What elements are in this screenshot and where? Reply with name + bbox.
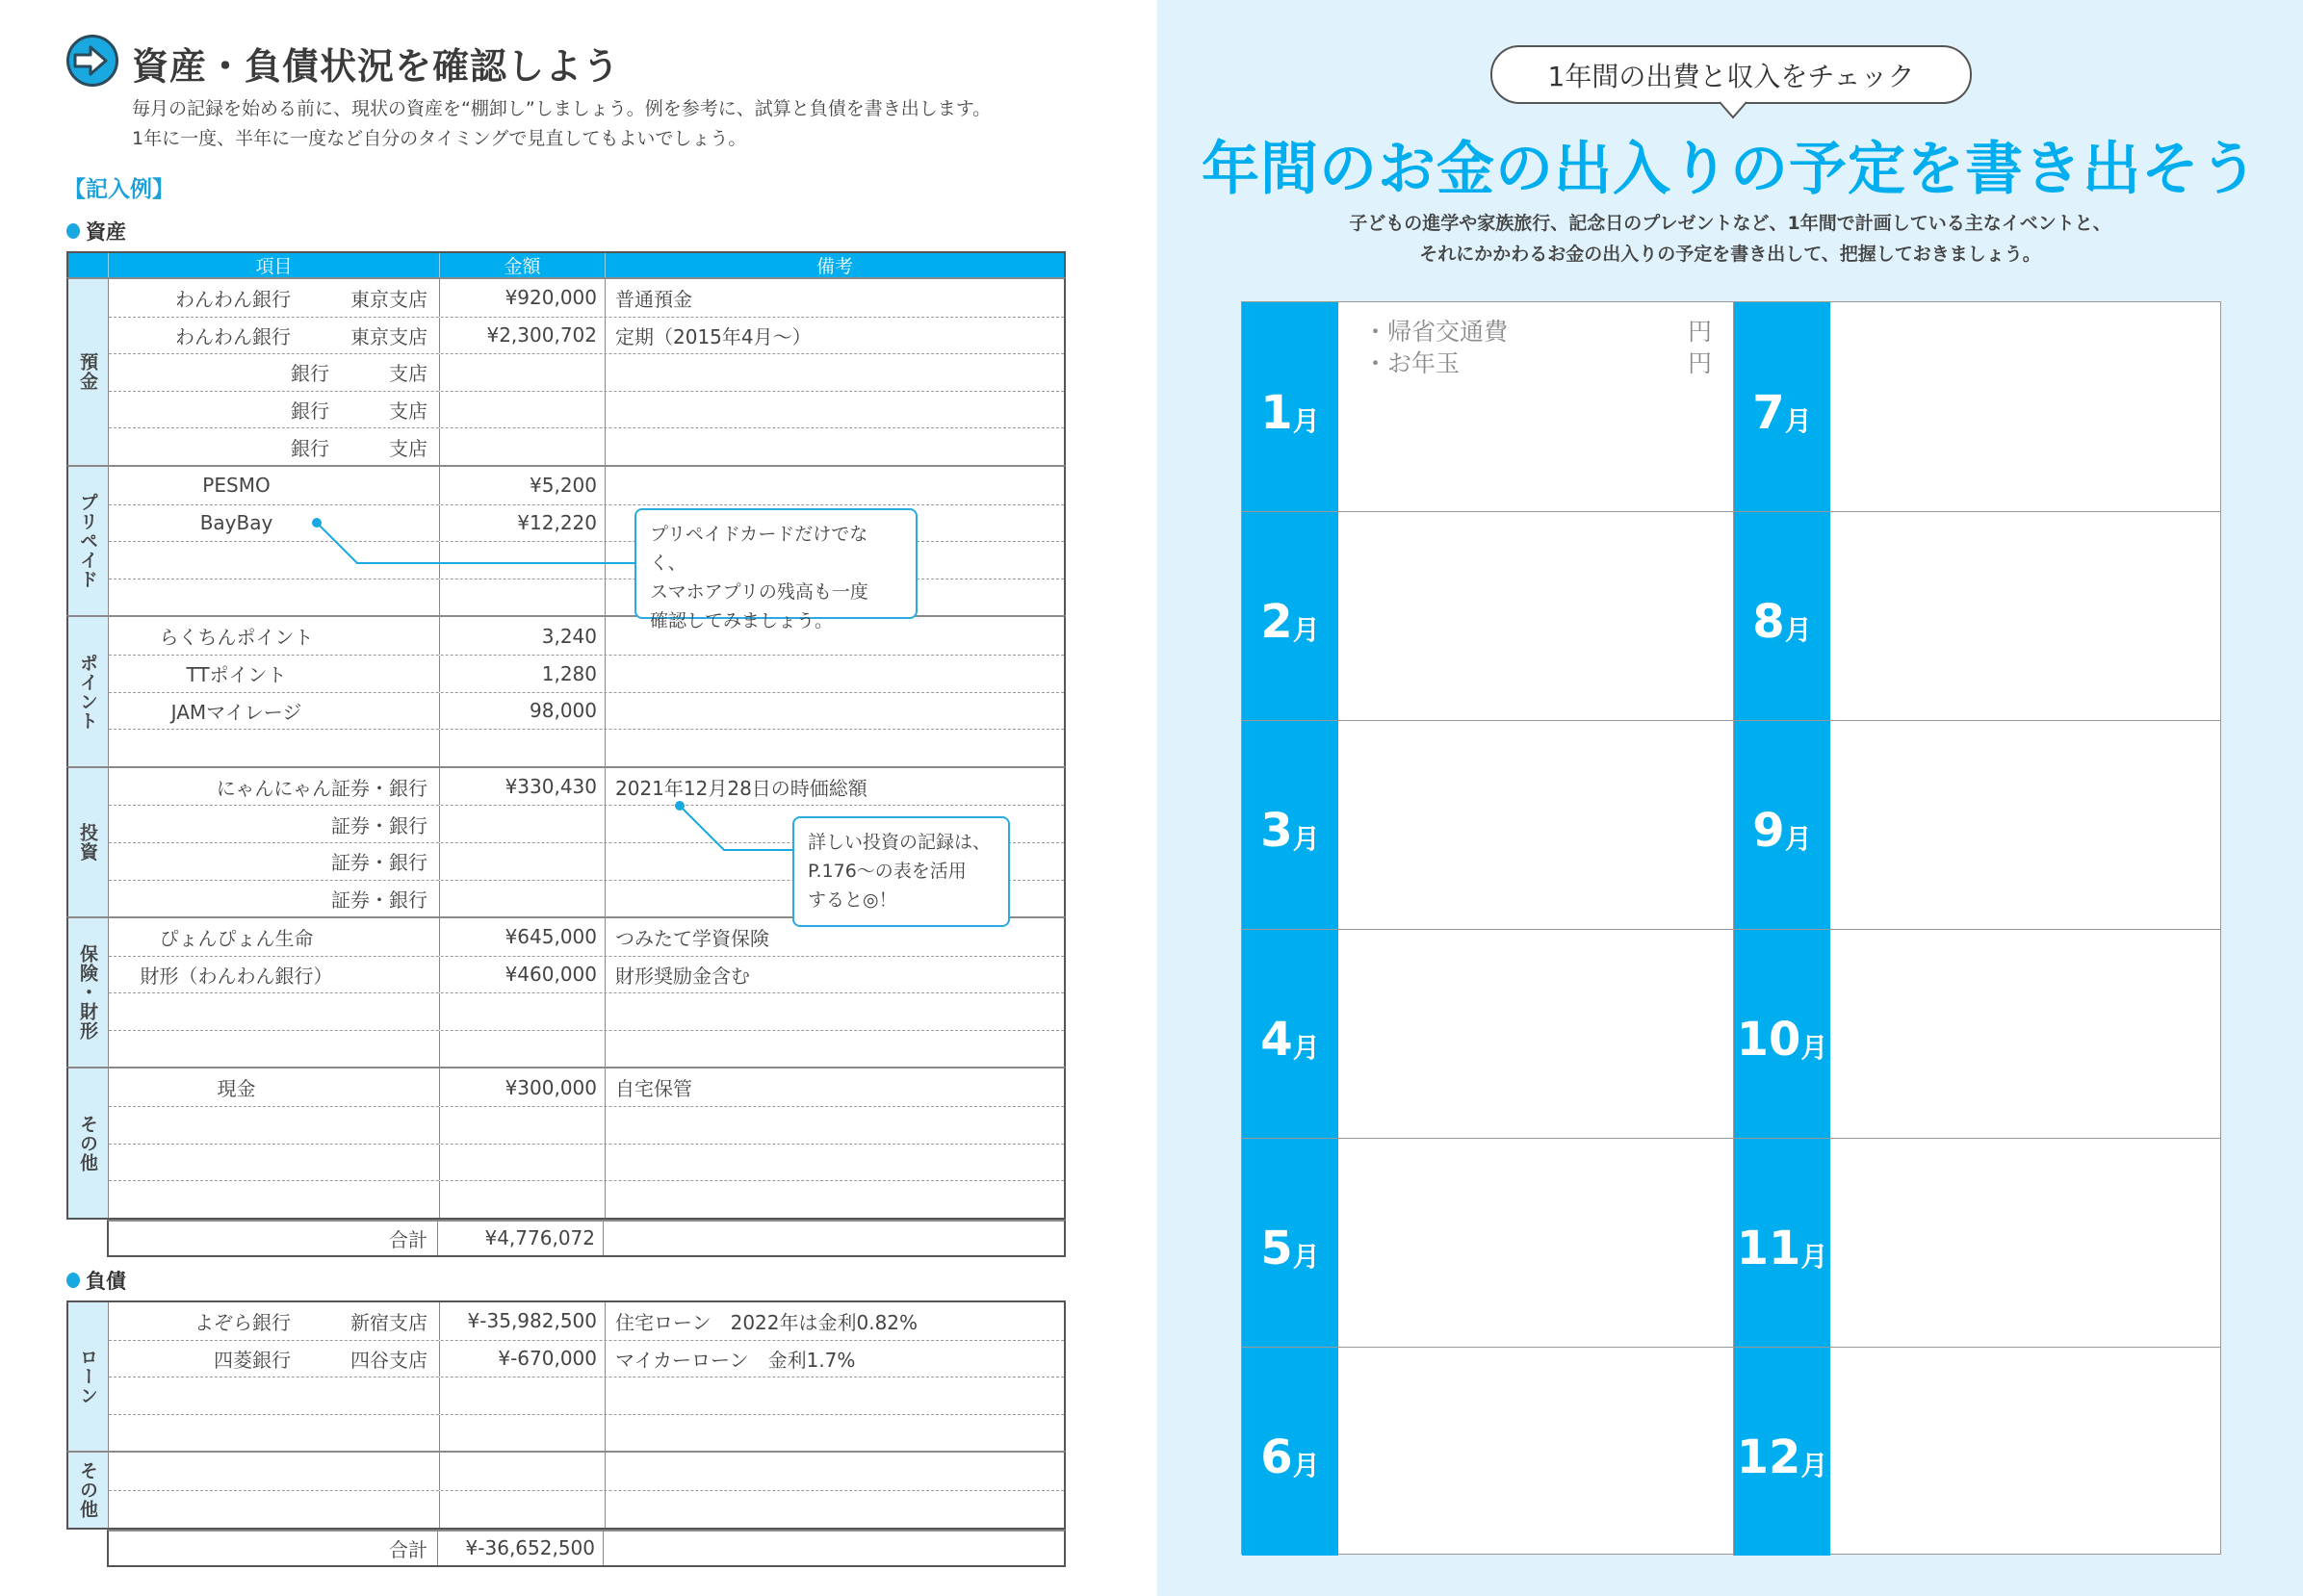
month-unit: 月 bbox=[1292, 1032, 1320, 1064]
amount-cell[interactable]: ¥2,300,702 bbox=[440, 318, 606, 354]
month-number: 1 bbox=[1260, 385, 1293, 440]
amount-cell[interactable]: ¥-35,982,500 bbox=[440, 1302, 606, 1340]
item-name: 銀行 bbox=[291, 362, 329, 386]
prepaid-callout bbox=[634, 508, 918, 631]
group-label: 預金 bbox=[77, 352, 98, 392]
amount-cell[interactable]: 98,000 bbox=[440, 693, 606, 730]
example-entry bbox=[1363, 316, 1712, 348]
speech-bubble bbox=[1490, 45, 1972, 104]
assets-total-value: ¥4,776,072 bbox=[438, 1222, 604, 1255]
amount-cell[interactable]: 1,280 bbox=[440, 656, 606, 692]
month-entry-area[interactable] bbox=[1338, 1139, 1734, 1347]
callout-line: スマホアプリの残高も一度 bbox=[650, 581, 868, 603]
item-cell[interactable]: 証券・銀行 bbox=[109, 881, 440, 917]
month-number: 8 bbox=[1752, 595, 1785, 649]
month-unit: 月 bbox=[1800, 1450, 1828, 1481]
month-number: 7 bbox=[1752, 385, 1785, 440]
note-cell[interactable]: つみたて学資保険 bbox=[615, 926, 769, 950]
callout-line: P.176～の表を活用 bbox=[808, 861, 967, 882]
callout-line: すると◎！ bbox=[808, 889, 897, 911]
assets-heading-label: 資産 bbox=[86, 220, 126, 244]
header-item: 項目 bbox=[109, 253, 440, 277]
month-unit: 月 bbox=[1784, 823, 1812, 855]
amount-cell[interactable]: ¥-670,000 bbox=[440, 1341, 606, 1377]
item-cell[interactable]: にゃんにゃん証券・銀行 bbox=[109, 768, 440, 806]
example-text: ・お年玉 bbox=[1363, 349, 1461, 377]
header-note: 備考 bbox=[815, 256, 853, 277]
group-label: ローン bbox=[77, 1348, 98, 1406]
item-cell[interactable]: JAMマイレージ bbox=[109, 693, 440, 730]
month-label-10 bbox=[1734, 930, 1830, 1138]
item-branch: 支店 bbox=[389, 436, 427, 460]
group-label: プリペイド bbox=[77, 493, 98, 590]
example-text: ・帰省交通費 bbox=[1363, 318, 1509, 346]
note-cell[interactable]: 財形奨励金含む bbox=[615, 964, 750, 988]
example-label: 【記入例】 bbox=[64, 177, 174, 202]
bubble-tail-icon bbox=[1718, 100, 1748, 121]
item-name: よぞら銀行 bbox=[194, 1310, 291, 1334]
month-label-9 bbox=[1734, 721, 1830, 929]
item-cell[interactable]: 財形（わんわん銀行） bbox=[109, 957, 440, 993]
amount-cell[interactable]: ¥920,000 bbox=[440, 279, 606, 317]
investment-callout bbox=[792, 816, 1010, 927]
month-label-5 bbox=[1242, 1139, 1338, 1347]
month-row bbox=[1242, 720, 2220, 929]
month-number: 2 bbox=[1260, 595, 1293, 649]
month-number: 12 bbox=[1736, 1430, 1801, 1484]
item-name: わんわん銀行 bbox=[175, 324, 291, 348]
month-unit: 月 bbox=[1292, 823, 1320, 855]
month-entry-area[interactable] bbox=[1830, 1348, 2220, 1556]
month-row bbox=[1242, 302, 2220, 511]
example-unit: 円 bbox=[1687, 349, 1712, 377]
example-entry bbox=[1363, 348, 1712, 379]
month-entry-area[interactable] bbox=[1338, 1348, 1734, 1556]
month-entry-area[interactable] bbox=[1830, 512, 2220, 720]
amount-cell[interactable]: ¥300,000 bbox=[440, 1068, 606, 1106]
group-label: その他 bbox=[77, 1114, 98, 1172]
month-unit: 月 bbox=[1784, 614, 1812, 646]
note-cell[interactable]: 自宅保管 bbox=[615, 1077, 692, 1101]
month-row bbox=[1242, 1138, 2220, 1347]
bubble-text: 1年間の出費と収入をチェック bbox=[1547, 60, 1915, 92]
month-number: 3 bbox=[1260, 804, 1293, 858]
item-cell[interactable]: 証券・銀行 bbox=[109, 806, 440, 842]
amount-cell[interactable]: ¥645,000 bbox=[440, 918, 606, 956]
item-name: 四菱銀行 bbox=[214, 1348, 291, 1372]
item-cell[interactable]: PESMO bbox=[109, 467, 440, 504]
month-entry-area[interactable] bbox=[1830, 1139, 2220, 1347]
month-label-4 bbox=[1242, 930, 1338, 1138]
item-cell[interactable]: 証券・銀行 bbox=[109, 843, 440, 880]
total-label: 合計 bbox=[109, 1222, 438, 1255]
callout-line: 確認してみましょう。 bbox=[650, 610, 834, 631]
month-label-7 bbox=[1734, 302, 1830, 511]
item-cell[interactable]: らくちんポイント bbox=[109, 617, 440, 655]
amount-cell[interactable]: ¥330,430 bbox=[440, 768, 606, 806]
month-entry-area[interactable] bbox=[1830, 302, 2220, 511]
month-number: 5 bbox=[1260, 1222, 1293, 1275]
item-branch: 東京支店 bbox=[350, 324, 427, 348]
note-cell[interactable]: 普通預金 bbox=[615, 287, 692, 311]
note-cell[interactable]: マイカーローン 金利1.7% bbox=[615, 1348, 856, 1372]
item-branch: 支店 bbox=[389, 399, 427, 424]
group-label: その他 bbox=[77, 1460, 98, 1519]
item-branch: 四谷支店 bbox=[350, 1348, 427, 1372]
plan-title: 年間のお金の出入りの予定を書き出そう bbox=[1202, 136, 2259, 203]
month-label-12 bbox=[1734, 1348, 1830, 1556]
month-label-2 bbox=[1242, 512, 1338, 720]
plan-subtitle-line: それにかかわるお金の出入りの予定を書き出して、把握しておきましょう。 bbox=[1419, 244, 2041, 265]
item-cell[interactable]: 現金 bbox=[109, 1068, 440, 1106]
item-name: わんわん銀行 bbox=[175, 287, 291, 311]
month-label-11 bbox=[1734, 1139, 1830, 1347]
month-label-1 bbox=[1242, 302, 1338, 511]
amount-cell[interactable]: ¥5,200 bbox=[440, 467, 606, 504]
month-entry-area[interactable] bbox=[1830, 721, 2220, 929]
header-amount: 金額 bbox=[440, 253, 606, 277]
item-name: 銀行 bbox=[291, 399, 329, 424]
group-label: 保険・財形 bbox=[77, 944, 98, 1042]
group-label: 投資 bbox=[77, 822, 98, 862]
month-unit: 月 bbox=[1292, 1450, 1320, 1481]
month-unit: 月 bbox=[1292, 614, 1320, 646]
month-label-3 bbox=[1242, 721, 1338, 929]
liabilities-total-value: ¥-36,652,500 bbox=[438, 1532, 604, 1565]
month-entry-area[interactable] bbox=[1338, 302, 1734, 511]
item-cell[interactable]: BayBay bbox=[109, 505, 440, 542]
month-unit: 月 bbox=[1292, 404, 1320, 437]
month-label-8 bbox=[1734, 512, 1830, 720]
note-cell[interactable]: 定期（2015年4月～） bbox=[615, 324, 812, 348]
month-unit: 月 bbox=[1800, 1241, 1828, 1273]
amount-cell[interactable]: 3,240 bbox=[440, 617, 606, 655]
month-row bbox=[1242, 511, 2220, 720]
month-row bbox=[1242, 1347, 2220, 1556]
item-branch: 東京支店 bbox=[350, 287, 427, 311]
plan-subtitle-line: 子どもの進学や家族旅行、記念日のプレゼントなど、1年間で計画している主なイベントと、 bbox=[1349, 213, 2111, 234]
month-number: 10 bbox=[1736, 1013, 1801, 1067]
note-cell[interactable]: 2021年12月28日の時価総額 bbox=[615, 776, 867, 800]
description-line: 1年に一度、半年に一度など自分のタイミングで見直してもよいでしょう。 bbox=[132, 128, 747, 149]
month-number: 11 bbox=[1736, 1222, 1801, 1275]
item-branch: 新宿支店 bbox=[350, 1310, 427, 1334]
callout-line: 詳しい投資の記録は、 bbox=[808, 832, 992, 853]
total-label: 合計 bbox=[109, 1532, 438, 1565]
description-line: 毎月の記録を始める前に、現状の資産を“棚卸し”しましょう。例を参考に、試算と負債を書き出します。 bbox=[132, 98, 992, 119]
month-unit: 月 bbox=[1800, 1032, 1828, 1064]
month-unit: 月 bbox=[1784, 404, 1812, 437]
month-entry-area[interactable] bbox=[1830, 930, 2220, 1138]
item-cell[interactable]: TTポイント bbox=[109, 656, 440, 692]
connector-line bbox=[317, 523, 635, 563]
month-number: 4 bbox=[1260, 1013, 1293, 1067]
month-entry-area[interactable] bbox=[1338, 930, 1734, 1138]
month-label-6 bbox=[1242, 1348, 1338, 1556]
example-unit: 円 bbox=[1687, 318, 1712, 346]
item-cell[interactable]: ぴょんぴょん生命 bbox=[109, 918, 440, 956]
callout-line: プリペイドカードだけでなく、 bbox=[650, 524, 868, 574]
amount-cell[interactable]: ¥460,000 bbox=[440, 957, 606, 993]
month-entry-area[interactable] bbox=[1338, 512, 1734, 720]
item-name: 銀行 bbox=[291, 436, 329, 460]
liabilities-heading-label: 負債 bbox=[86, 1270, 126, 1293]
note-cell[interactable]: 住宅ローン 2022年は金利0.82% bbox=[615, 1310, 919, 1334]
month-number: 6 bbox=[1260, 1430, 1293, 1484]
month-number: 9 bbox=[1752, 804, 1785, 858]
month-grid bbox=[1241, 301, 2221, 1555]
group-label: ポイント bbox=[77, 653, 98, 731]
month-row bbox=[1242, 929, 2220, 1138]
item-branch: 支店 bbox=[389, 362, 427, 386]
amount-cell[interactable]: ¥12,220 bbox=[440, 505, 606, 542]
month-unit: 月 bbox=[1292, 1241, 1320, 1273]
page-title: 資産・負債状況を確認しよう bbox=[132, 45, 621, 88]
month-entry-area[interactable] bbox=[1338, 721, 1734, 929]
connector-line bbox=[680, 806, 793, 850]
